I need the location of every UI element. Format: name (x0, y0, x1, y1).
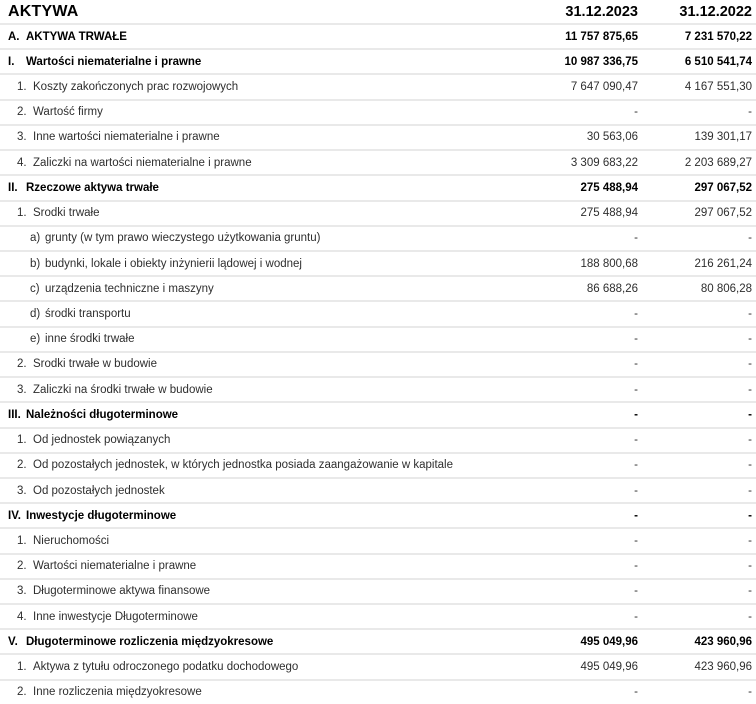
row-title: Inwestycje długoterminowe (26, 509, 177, 522)
value-2023: - (634, 459, 638, 472)
value-2022: 297 067,52 (694, 181, 752, 194)
column-header-2022: 31.12.2022 (679, 3, 752, 20)
table-header-row (0, 0, 756, 25)
row-prefix: 2. (17, 686, 27, 699)
row-label (0, 686, 526, 698)
value-2022: 423 960,96 (694, 661, 752, 674)
row-label (0, 182, 526, 194)
row-title: Nieruchomości (33, 534, 110, 547)
row-title: Środki trwałe (33, 207, 100, 220)
row-title: Inne rozliczenia międzyokresowe (33, 686, 202, 699)
row-prefix: d) (30, 308, 41, 321)
table-row (0, 176, 756, 201)
value-2023: 495 049,96 (580, 635, 638, 648)
value-2022: 423 960,96 (694, 635, 752, 648)
row-title: grunty (w tym prawo wieczystego użytkowania gruntu) (45, 232, 321, 245)
row-label (0, 207, 526, 219)
table-row (0, 555, 756, 580)
row-title: Aktywa z tytułu odroczonego podatku dochodowego (33, 661, 299, 674)
table-row (0, 202, 756, 227)
table-row (0, 580, 756, 605)
row-prefix: 3. (17, 585, 27, 598)
row-label (0, 358, 526, 370)
row-title: Zaliczki na wartości niematerialne i prawne (33, 156, 252, 169)
row-prefix: 2. (17, 106, 27, 119)
value-2023: - (634, 484, 638, 497)
table-row (0, 75, 756, 100)
row-title: Środki trwałe w budowie (33, 358, 158, 371)
value-2023: - (634, 434, 638, 447)
row-prefix: 1. (17, 534, 27, 547)
value-2023: 7 647 090,47 (570, 81, 638, 94)
table-body (0, 25, 756, 704)
value-2022: - (748, 434, 752, 447)
row-prefix: 1. (17, 661, 27, 674)
row-prefix: 2. (17, 459, 27, 472)
value-2023: - (634, 232, 638, 245)
row-prefix: 3. (17, 383, 27, 396)
value-2022: - (748, 459, 752, 472)
row-label (0, 131, 526, 143)
row-label (0, 485, 526, 497)
table-row (0, 479, 756, 504)
row-title: środki transportu (45, 308, 131, 321)
row-title: AKTYWA TRWAŁE (26, 30, 127, 43)
value-2023: 30 563,06 (586, 131, 638, 144)
value-2022: 4 167 551,30 (684, 81, 752, 94)
row-label (0, 459, 526, 471)
table-row (0, 454, 756, 479)
row-label (0, 409, 526, 421)
row-label (0, 56, 526, 68)
table-row (0, 50, 756, 75)
row-title: Wartości niematerialne i prawne (26, 55, 202, 68)
table-row (0, 655, 756, 680)
value-2023: 11 757 875,65 (565, 30, 638, 43)
value-2023: - (634, 106, 638, 119)
row-title: budynki, lokale i obiekty inżynierii lądowej i wodnej (45, 257, 302, 270)
table-row (0, 504, 756, 529)
row-label (0, 661, 526, 673)
value-2022: 2 203 689,27 (684, 156, 752, 169)
value-2023: - (634, 383, 638, 396)
row-title: Wartość firmy (33, 106, 103, 119)
row-prefix: I. (8, 55, 15, 68)
value-2022: - (748, 333, 752, 346)
value-2023: - (634, 333, 638, 346)
row-title: Zaliczki na środki trwałe w budowie (33, 383, 213, 396)
row-title: Należności długoterminowe (26, 408, 179, 421)
row-prefix: V. (8, 635, 18, 648)
row-title: Od jednostek powiązanych (33, 434, 171, 447)
row-label (0, 560, 526, 572)
table-row (0, 630, 756, 655)
row-title: urządzenia techniczne i maszyny (45, 282, 214, 295)
column-header-2023: 31.12.2023 (565, 3, 638, 20)
row-title: Rzeczowe aktywa trwałe (26, 181, 159, 194)
row-label (0, 535, 526, 547)
value-2022: 80 806,28 (700, 282, 752, 295)
row-label (0, 636, 526, 648)
table-row (0, 101, 756, 126)
row-prefix: 3. (17, 484, 27, 497)
row-label (0, 157, 526, 169)
row-label (0, 31, 526, 43)
table-row (0, 328, 756, 353)
value-2023: - (634, 585, 638, 598)
table-row (0, 25, 756, 50)
value-2023: 495 049,96 (580, 661, 638, 674)
row-label (0, 585, 526, 597)
value-2023: - (634, 358, 638, 371)
value-2022: - (748, 585, 752, 598)
table-row (0, 529, 756, 554)
value-2022: - (748, 534, 752, 547)
row-prefix: e) (30, 333, 41, 346)
value-2022: - (748, 610, 752, 623)
row-label (0, 283, 526, 295)
row-prefix: a) (30, 232, 41, 245)
row-label (0, 258, 526, 270)
value-2022: 7 231 570,22 (684, 30, 752, 43)
value-2022: - (748, 358, 752, 371)
value-2023: - (634, 560, 638, 573)
value-2022: 6 510 541,74 (684, 55, 752, 68)
value-2022: 297 067,52 (694, 207, 752, 220)
row-title: inne środki trwałe (45, 333, 135, 346)
table-row (0, 429, 756, 454)
value-2022: - (748, 686, 752, 699)
value-2022: - (748, 408, 752, 421)
row-label (0, 434, 526, 446)
table-row (0, 227, 756, 252)
row-prefix: 2. (17, 560, 27, 573)
row-prefix: III. (8, 408, 21, 421)
value-2023: 188 800,68 (580, 257, 638, 270)
table-row (0, 277, 756, 302)
value-2022: 216 261,24 (694, 257, 752, 270)
row-label (0, 510, 526, 522)
value-2023: 10 987 336,75 (564, 55, 638, 68)
row-title: Długoterminowe rozliczenia międzyokresowe (26, 635, 274, 648)
value-2022: - (748, 383, 752, 396)
value-2023: 275 488,94 (580, 207, 638, 220)
row-prefix: A. (8, 30, 20, 43)
row-prefix: 1. (17, 434, 27, 447)
value-2022: - (748, 308, 752, 321)
table-row (0, 302, 756, 327)
table-row (0, 126, 756, 151)
table-row (0, 681, 756, 704)
row-title: Inne wartości niematerialne i prawne (33, 131, 220, 144)
row-title: Długoterminowe aktywa finansowe (33, 585, 211, 598)
value-2023: 86 688,26 (586, 282, 638, 295)
value-2022: 139 301,17 (694, 131, 752, 144)
row-title: Inne inwestycje Długoterminowe (33, 610, 198, 623)
row-prefix: 1. (17, 207, 27, 220)
table-row (0, 151, 756, 176)
row-label (0, 232, 526, 244)
value-2023: - (634, 408, 638, 421)
row-label (0, 611, 526, 623)
table-row (0, 605, 756, 630)
row-title: Od pozostałych jednostek (33, 484, 165, 497)
value-2022: - (748, 484, 752, 497)
row-prefix: 3. (17, 131, 27, 144)
value-2023: - (634, 686, 638, 699)
row-prefix: 4. (17, 610, 27, 623)
value-2023: - (634, 308, 638, 321)
value-2023: 3 309 683,22 (570, 156, 638, 169)
row-prefix: 1. (17, 81, 27, 94)
table-row (0, 378, 756, 403)
value-2023: - (634, 534, 638, 547)
row-title: Od pozostałych jednostek, w których jednostka posiada zaangażowanie w kapitale (33, 459, 453, 472)
page-title: AKTYWA (8, 2, 79, 20)
row-title: Wartości niematerialne i prawne (33, 560, 197, 573)
value-2023: - (634, 610, 638, 623)
value-2022: - (748, 232, 752, 245)
value-2022: - (748, 509, 752, 522)
value-2022: - (748, 560, 752, 573)
row-label (0, 308, 526, 320)
row-label (0, 384, 526, 396)
row-prefix: b) (30, 257, 41, 270)
row-prefix: c) (30, 282, 40, 295)
row-prefix: 2. (17, 358, 27, 371)
table-row (0, 252, 756, 277)
value-2022: - (748, 106, 752, 119)
row-label (0, 106, 526, 118)
row-prefix: 4. (17, 156, 27, 169)
row-label (0, 81, 526, 93)
row-prefix: II. (8, 181, 18, 194)
row-title: Koszty zakończonych prac rozwojowych (33, 81, 239, 94)
table-row (0, 403, 756, 428)
value-2023: - (634, 509, 638, 522)
value-2023: 275 488,94 (580, 181, 638, 194)
row-label (0, 333, 526, 345)
row-prefix: IV. (8, 509, 22, 522)
table-row (0, 353, 756, 378)
